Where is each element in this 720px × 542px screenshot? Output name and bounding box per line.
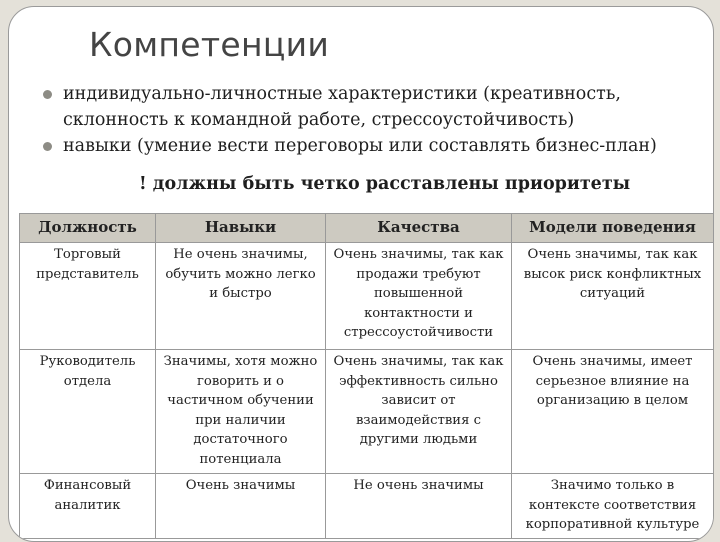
table-row [20,350,714,474]
slide-title: Компетенции [89,25,330,64]
bullet-item-traits [33,81,713,133]
bullet-text: индивидуально-личностные характеристики (креативность, склонность к командной работе, стрессоустойчивость) [63,84,621,130]
header-qualities: Качества [326,214,512,243]
table-cell-skills: Не очень значимы, обучить можно легко и быстро [156,243,326,350]
priority-note: ! должны быть четко расставлены приоритеты [139,174,631,194]
table-cell-qualities: Очень значимы, так как продажи требуют повышенной контактности и стрессоустойчивости [326,243,512,350]
bullet-dot-icon [43,90,52,99]
table-row [20,243,714,350]
table-cell-behavior: Значимо только в контексте соответствия корпоративной культуре [512,474,714,539]
bullet-item-skills [33,133,713,159]
table-cell-position: Торговый представитель [20,243,156,350]
table-cell-skills: Очень значимы [156,474,326,539]
table-cell-position: Финансовый аналитик [20,474,156,539]
table-cell-qualities: Очень значимы, так как эффективность сильно зависит от взаимодействия с другими людьми [326,350,512,474]
bullet-dot-icon [43,142,52,151]
competency-table [19,213,714,539]
header-skills: Навыки [156,214,326,243]
table-cell-position: Руководитель отдела [20,350,156,474]
header-behavior-models: Модели поведения [512,214,714,243]
table-row [20,474,714,539]
table-cell-skills: Значимы, хотя можно говорить и о частичном обучении при наличии достаточного потенциала [156,350,326,474]
bullet-list [33,81,713,159]
table-cell-behavior: Очень значимы, так как высок риск конфликтных ситуаций [512,243,714,350]
bullet-text: навыки (умение вести переговоры или составлять бизнес-план) [63,136,657,156]
table-header-row [20,214,714,243]
slide [8,6,714,542]
table-cell-qualities: Не очень значимы [326,474,512,539]
header-position: Должность [20,214,156,243]
table-cell-behavior: Очень значимы, имеет серьезное влияние на организацию в целом [512,350,714,474]
